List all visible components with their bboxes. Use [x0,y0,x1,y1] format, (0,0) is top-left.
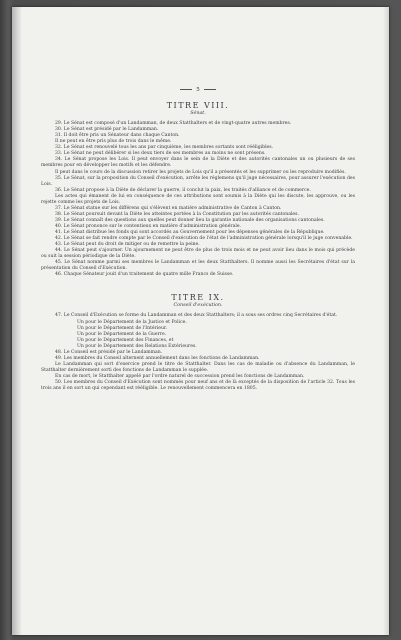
article-paragraph: 48. Le Conseil est présidé par le Landamman. [55,349,163,355]
article-paragraph: 37. Le Sénat statue sur les différens qui s'élèvent en matière administrative de Canton à Canton. [55,205,282,211]
article-paragraph: 39. Le Sénat connaît des questions aux quelles peut donner lieu la garantie nationale des organisations cantonales. [55,217,325,223]
department-line: Un pour le Département des Relations Extérieures. [77,343,197,349]
section-conseil-articles [41,313,355,392]
document-body [41,87,355,392]
article-paragraph: 36. Le Sénat propose à la Diète de déclarer la guerre, il conclut la paix, les traités d'alliance et de commerce. [55,187,311,193]
section-title: TITRE VIII. [166,101,230,111]
article-paragraph: Les actes qui émanent de lui en conséquence de ces attributions sont soumis à la Diète qui les discute, les approuve, ou les rejette comme les projets de Lois. [41,193,355,205]
article-paragraph: 45. Le Sénat nomme parmi ses membres le Landamman et les deux Statthalters. Il nomme aussi les Secrétaires d'état sur la présentation du Conseil d'Exécution. [41,260,355,272]
section-subtitle: Sénat. [190,111,206,117]
article-paragraph: Il ne peut en être pris plus de trois dans le même. [55,139,172,145]
article-paragraph: Il peut dans le cours de la discussion retirer les projets de Lois qu'il a présentés et les supprimer ou les reproduire modifiés. [55,169,346,175]
article-paragraph: En cas de mort, le Statthalter appelé par l'ordre naturel de succession prend les fonctions de Landamman. [55,373,305,379]
article-paragraph: 35. Le Sénat, sur la proposition du Conseil d'exécution, arrête les réglemens qu'il juge nécessaires, pour assurer l'exécution des Lois. [41,175,355,187]
article-paragraph: 44. Le Sénat peut s'ajourner. Un ajournement ne peut être de plus de trois mois et ne peut avoir lieu dans le mois qui précède ou suit la session périodique de la Diète. [41,248,355,260]
article-paragraph: 47. Le Conseil d'Exécution se forme du Landamman et des deux Statthalters; il a sous ses ordres cinq Secrétaires d'état. [55,313,338,319]
section-senat-articles [41,121,355,278]
article-paragraph: 50. Les membres du Conseil d'Exécution sont nommés pour neuf ans et de là exceptés de la disposition de l'article 32. Tous les trois ans il en sort un qui cependant est rééligible. Le renouvellement commencera en 1805. [41,379,355,392]
article-paragraph: Le Landamman qui sort d'exercice prend le titre de Statthalter. Dans les cas de maladie ou d'absence du Landamman, le Statthalter dernièrement sorti des fonctions de Landamman le supplée. [41,361,355,373]
article-paragraph: 43. Le Sénat peut du droit de mitiger ou de remettre la peine. [55,242,200,248]
article-paragraph: 31. Il doit être pris un Sénateur dans chaque Canton. [55,133,180,139]
article-paragraph: 33. Le Sénat ne peut délibérer si les deux tiers de ses membres au moins ne sont présens. [55,151,266,157]
department-line: Un pour le Département de l'Intérieur. [77,325,168,331]
article-paragraph: 34. Le Sénat propose les Lois. Il peut envoyer dans le sein de la Diète et des autorités cantonales un ou plusieurs de ses membres pour en développer les motifs et les défendre. [41,157,355,169]
article-paragraph: 41. Le Sénat distribue les fonds qui sont accordés au Gouvernement pour les dépenses générales de la République. [55,229,325,235]
department-line: Un pour le Département de la Justice et Police. [77,319,187,325]
article-paragraph: 49. Les membres du Conseil alternent annuellement dans les fonctions de Landamman. [55,355,260,361]
document-page [12,7,389,635]
article-paragraph: 29. Le Sénat est composé d'un Landamman, de deux Statthalters et de vingt-quatre autres membres. [55,121,292,127]
article-paragraph: 40. Le Sénat prononce sur le contentieux en matière d'administration générale. [55,223,242,229]
article-paragraph: 46. Chaque Sénateur jouit d'un traitement de quatre mille Francs de Suisse. [55,272,234,278]
article-paragraph: 30. Le Sénat est présidé par le Landamman. [55,127,159,133]
article-paragraph: 42. Le Sénat se fait rendre compte par le Conseil d'exécution de l'état de l'administration générale lorsqu'il le juge convenable. [55,236,353,242]
article-paragraph: 38. Le Sénat poursuit devant la Diète les atteintes portées à la Constitution par les autorités cantonales. [55,211,299,217]
article-paragraph: 32. Le Sénat est renouvelé tous les ans par cinquième, les membres sortants sont rééligibles. [55,145,274,151]
department-line: Un pour le Département de la Guerre. [77,331,167,337]
section-subtitle: Conseil d'exécution. [173,303,223,309]
section-title: TITRE IX. [171,293,225,303]
page-number: 5 [41,87,355,93]
department-line: Un pour le Département des Finances, et [77,337,174,343]
